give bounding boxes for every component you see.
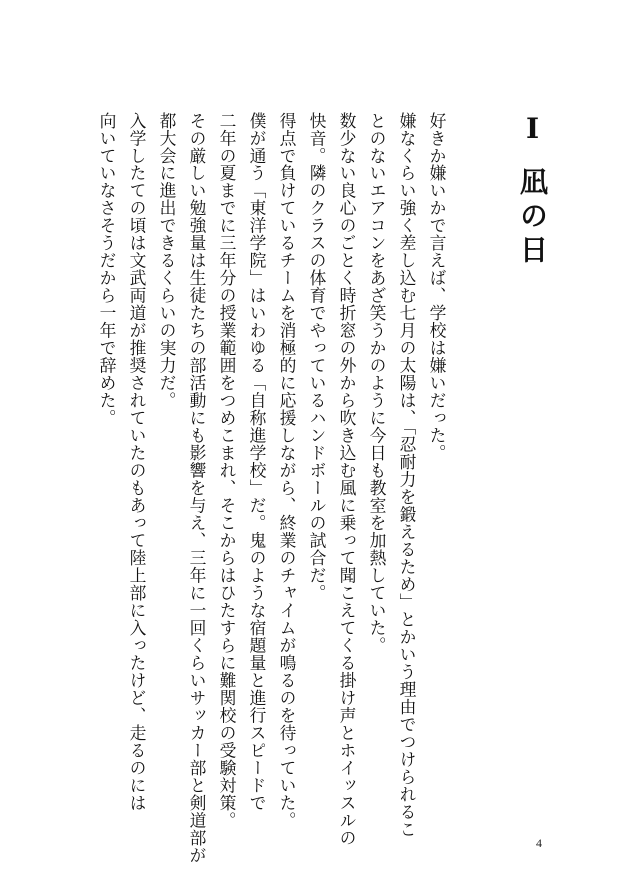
text-line: 得点で負けているチームを消極的に応援しながら、終業のチャイムが鳴るのを待っていた。 (277, 112, 297, 830)
text-line: 二年の夏までに三年分の授業範囲をつめこまれ、そこからはひたすらに難関校の受験対策。 (217, 112, 237, 830)
text-line: 快音。隣のクラスの体育でやっているハンドボールの試合だ。 (307, 112, 327, 602)
text-line: その厳しい勉強量は生徒たちの部活動にも影響を与え、三年に一回くらいサッカー部と剣道部が (187, 112, 207, 865)
text-line: 向いていなさそうだから一年で辞めた。 (97, 112, 117, 427)
page-number: 4 (536, 836, 542, 850)
chapter-heading (504, 112, 560, 292)
body-text (97, 112, 452, 865)
text-line: 入学したての頃は文武両道が推奨されていたのもあって陸上部に入ったけど、走るのには (127, 112, 147, 812)
text-line: 好きか嫌いかで言えば、学校は嫌いだった。 (427, 112, 447, 462)
text-line: とのないエアコンをあざ笑うかのように今日も教室を加熱していた。 (367, 112, 387, 655)
text-line: 嫌なくらい強く差し込む七月の太陽は、「忍耐力を鍛えるため」とかいう理由でつけられるこ (397, 112, 417, 839)
text-line: 僕が通う「東洋学院」はいわゆる「自称進学校」だ。鬼のような宿題量と進行スピードで (247, 112, 267, 812)
chapter-number: Ⅰ (516, 112, 549, 151)
chapter-title: 凪の日 (516, 167, 549, 269)
text-line: 数少ない良心のごとく時折窓の外から吹き込む風に乗って聞こえてくる掛け声とホイッスルの (337, 112, 357, 847)
text-line: 都大会に進出できるくらいの実力だ。 (157, 112, 177, 410)
